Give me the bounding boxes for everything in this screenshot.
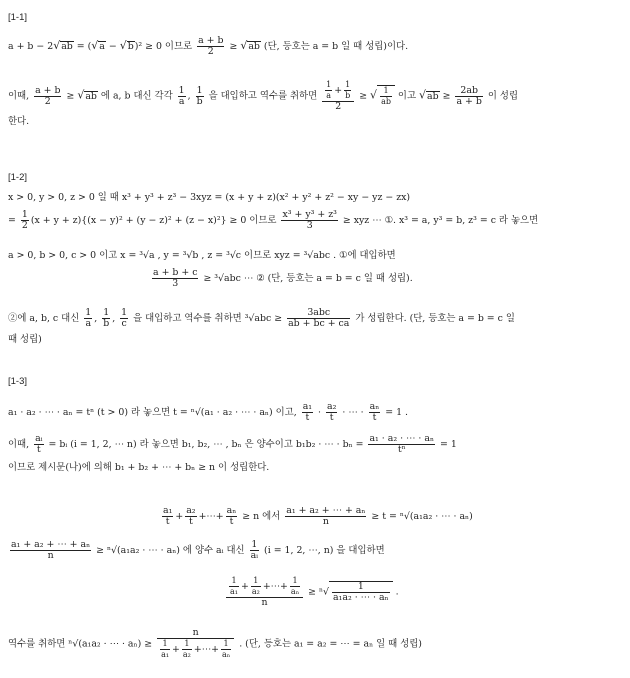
s2-l5b: 을 대입하고 역수를 취하면 ³√abc ≥ [130, 313, 286, 324]
s2-l4-tail: ≥ ³√abc ⋯ ② (단, 등호는 a = b = c 일 때 성립). [200, 273, 413, 284]
s1-equation-line: a + b − 2√ab = (√a − √b)² ≥ 0 이므로 $\frac{a + b}{2}$ ≥ √ab (단, 등호는 a = b 일 때 성립)이다. [8, 35, 409, 57]
section-1-3-header: [1-3] [8, 376, 28, 387]
s2-l2b: (x + y + z){(x − y)² + (y − z)² + (z − x)²} ≥ 0 이므로 [30, 215, 280, 226]
s2-l5c: 가 성립한다. (단, 등호는 a = b = c 일 [352, 313, 515, 324]
s2-line-5: ②에 a, b, c 대신 $\frac{1}{a}$ , $\frac{1}{b}$ , $\frac{1}{c}$ 을 대입하고 역수를 취하면 ³√abc ≥ $\frac{\text{3abc}}{ab + bc + ca}$ 가 성립한다. (단, 등호는 a = b = c 일 [8, 307, 515, 329]
s2-line-3: a > 0, b > 0, c > 0 이고 x = ³√a , y = ³√b , z = ³√c 이므로 xyz = ³√abc . ①에 대입하면 [8, 250, 396, 261]
s3-line-7: 역수를 취하면 ⁿ√(a₁a₂ · ⋯ · aₙ) ≥ n $\frac{1}{\text{a₁}}$ + $\frac{1}{\text{a₂}}$ +⋯+ $\frac{1}{\text{aₙ}}$ . (단, 등호는 a₁ = a₂ = ⋯ = aₙ 일 때 성립) [8, 627, 422, 659]
s3-l1b: = 1 . [382, 407, 409, 418]
s1-l2-c: 을 대입하고 역수를 취하면 [205, 90, 321, 102]
s3-l2a: 이때, [8, 439, 33, 450]
s3-line-6: $\frac{1}{\text{a₁}}$ + $\frac{1}{\text{a₂}}$ +⋯+ $\frac{1}{\text{aₙ}}$ n ≥ ⁿ√ $\frac{1}{\text{a₁a₂ · ⋯ · aₙ}}$ . [224, 576, 399, 608]
s3-line-1: a₁ · a₂ · ⋯ · aₙ = tⁿ (t > 0) 라 놓으면 t = ⁿ√(a₁ · a₂ · ⋯ · aₙ) 이고, $\frac{\text{a₁}}{t}$ · $\frac{\text{a₂}}{t}$ · ⋯ · $\frac{\text{aₙ}}{t}$ = 1 . [8, 401, 409, 423]
s3-line-2: 이때, $\frac{\text{aᵢ}}{t}$ = bᵢ (i = 1, 2, ⋯ n) 라 놓으면 b₁, b₂, ⋯ , bₙ 은 양수이고 b₁b₂ · ⋯ · bₙ = $\frac{\text{a₁ · a₂ · ⋯ · aₙ}}{\text{tⁿ}}$ = 1 [8, 433, 457, 455]
s3-l2c: = 1 [437, 439, 457, 450]
s3-line-5: $\frac{\text{a₁ + a₂ + ⋯ + aₙ}}{n}$ ≥ ⁿ√(a₁a₂ · ⋯ · aₙ) 에 양수 aᵢ 대신 $\frac{1}{\text{aᵢ}}$ (i = 1, 2, ⋯, n) 을 대입하면 [11, 539, 385, 561]
s3-l5a: ≥ ⁿ√(a₁a₂ · ⋯ · aₙ) 에 양수 aᵢ 대신 [93, 545, 248, 556]
s1-eq-prefix: a + b − 2 [8, 41, 54, 52]
s3-l2b: = bᵢ (i = 1, 2, ⋯ n) 라 놓으면 b₁, b₂, ⋯ , bₙ 은 양수이고 b₁b₂ · ⋯ · bₙ = [45, 439, 367, 450]
s1-l2-a: 이때, [8, 90, 33, 102]
s3-l5b: (i = 1, 2, ⋯, n) 을 대입하면 [261, 545, 385, 556]
s2-line-6: 때 성립) [8, 334, 42, 345]
s2-l2c: ≥ xyz ⋯ ①. x³ = a, y³ = b, z³ = c 라 놓으면 [339, 215, 539, 226]
s2-line-4: $\frac{a + b + c}{3}$ ≥ ³√abc ⋯ ② (단, 등호는 a = b = c 일 때 성립). [153, 267, 413, 289]
s1-l2-b: 에 a, b 대신 각각 [97, 90, 176, 102]
s3-l6b: ≥ ⁿ√ [305, 586, 330, 598]
s1-fraction: $\frac{a + b}{2}$ [198, 35, 224, 57]
s3-line-4: $\frac{\text{a₁}}{t}$ + $\frac{\text{a₂}}{t}$ +⋯+ $\frac{\text{aₙ}}{t}$ ≥ n 에서 $\frac{\text{a₁ + a₂ + ⋯ + aₙ}}{n}$ ≥ t = ⁿ√(a₁a₂ · ⋯ · aₙ) [163, 505, 473, 527]
s2-line-1: x > 0, y > 0, z > 0 일 때 x³ + y³ + z³ − 3xyz = (x + y + z)(x² + y² + z² − xy − yz − zx) [8, 192, 411, 203]
section-1-2-header: [1-2] [8, 172, 28, 183]
s3-l1a: a₁ · a₂ · ⋯ · aₙ = tⁿ (t > 0) 라 놓으면 t = ⁿ√(a₁ · a₂ · ⋯ · aₙ) 이고, [8, 407, 300, 418]
s3-l7a: 역수를 취하면 ⁿ√(a₁a₂ · ⋯ · aₙ) ≥ [8, 638, 156, 650]
s1-line-2: 이때, $\frac{a + b}{2}$ ≥ √ab 에 a, b 대신 각각 $\frac{1}{a}$ , $\frac{1}{b}$ 을 대입하고 역수를 취하면 $\frac{1}{a}$ + $\frac{1}{b}$ 2 ≥ √ $\frac{1}{ab}$ 이고 √ab ≥ $\frac{2ab}{a + b}$ 이 성립 [8, 80, 519, 112]
s2-l5a: ②에 a, b, c 대신 [8, 313, 83, 324]
s1-l2-e: 이 성립 [484, 90, 519, 102]
s1-eq-mid: = ( [73, 41, 92, 52]
s1-line-3: 한다. [8, 116, 30, 127]
s1-l2-d: 이고 [394, 90, 420, 102]
s1-eq-tail: (단, 등호는 a = b 일 때 성립)이다. [263, 41, 409, 52]
s3-l4a: ≥ n 에서 [239, 511, 284, 522]
section-1-1-header: [1-1] [8, 12, 28, 23]
s1-eq-end: )² ≥ 0 이므로 [134, 41, 196, 52]
s2-line-2: = $\frac{1}{2}$ (x + y + z){(x − y)² + (y − z)² + (z − x)²} ≥ 0 이므로 $\frac{\text{x³ + y³ + z³}}{3}$ ≥ xyz ⋯ ①. x³ = a, y³ = b, z³ = c 라 놓으면 [8, 209, 539, 231]
s3-l7-tail: . (단, 등호는 a₁ = a₂ = ⋯ = aₙ 일 때 성립) [236, 638, 422, 650]
s2-l2a: = [8, 215, 19, 226]
s3-l4b: ≥ t = ⁿ√(a₁a₂ · ⋯ · aₙ) [368, 511, 473, 522]
s3-line-3: 이므로 제시문(나)에 의해 b₁ + b₂ + ⋯ + bₙ ≥ n 이 성립한다. [8, 462, 270, 473]
